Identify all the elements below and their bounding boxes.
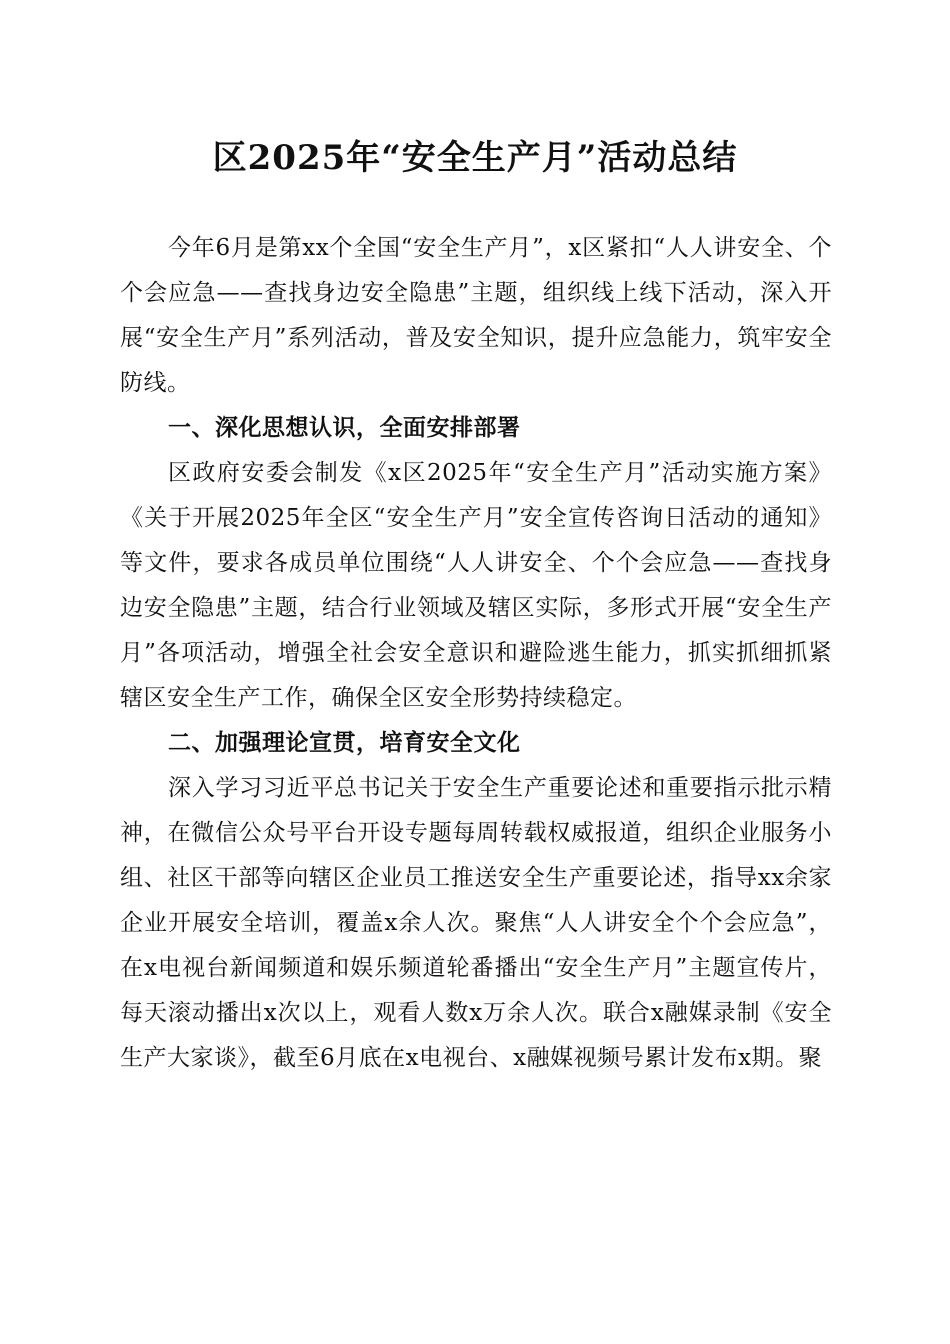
document-body <box>120 226 832 1081</box>
section-2-paragraph: 深入学习习近平总书记关于安全生产重要论述和重要指示批示精神，在微信公众号平台开设专题每周转载权威报道，组织企业服务小组、社区干部等向辖区企业员工推送安全生产重要论述，指导xx余家企业开展安全培训，覆盖x余人次。聚焦“人人讲安全个个会应急”，在x电视台新闻频道和娱乐频道轮番播出“安全生产月”主题宣传片，每天滚动播出x次以上，观看人数x万余人次。联合x融媒录制《安全生产大家谈》，截至6月底在x电视台、x融媒视频号累计发布x期。聚 <box>120 775 832 1071</box>
section-2-heading: 二、加强理论宣贯，培育安全文化 <box>168 730 521 756</box>
section-1-heading: 一、深化思想认识，全面安排部署 <box>168 415 521 441</box>
intro-paragraph: 今年6月是第xx个全国“安全生产月”，x区紧扣“人人讲安全、个个会应急——查找身边安全隐患”主题，组织线上线下活动，深入开展“安全生产月”系列活动，普及安全知识，提升应急能力，筑牢安全防线。 <box>120 235 832 396</box>
section-1-paragraph: 区政府安委会制发《x区2025年“安全生产月”活动实施方案》《关于开展2025年全区“安全生产月”安全宣传咨询日活动的通知》等文件，要求各成员单位围绕“人人讲安全、个个会应急——查找身边安全隐患”主题，结合行业领域及辖区实际，多形式开展“安全生产月”各项活动，增强全社会安全意识和避险逃生能力，抓实抓细抓紧辖区安全生产工作，确保全区安全形势持续稳定。 <box>120 460 832 711</box>
document-title: 区2025年“安全生产月”活动总结 <box>212 138 738 178</box>
